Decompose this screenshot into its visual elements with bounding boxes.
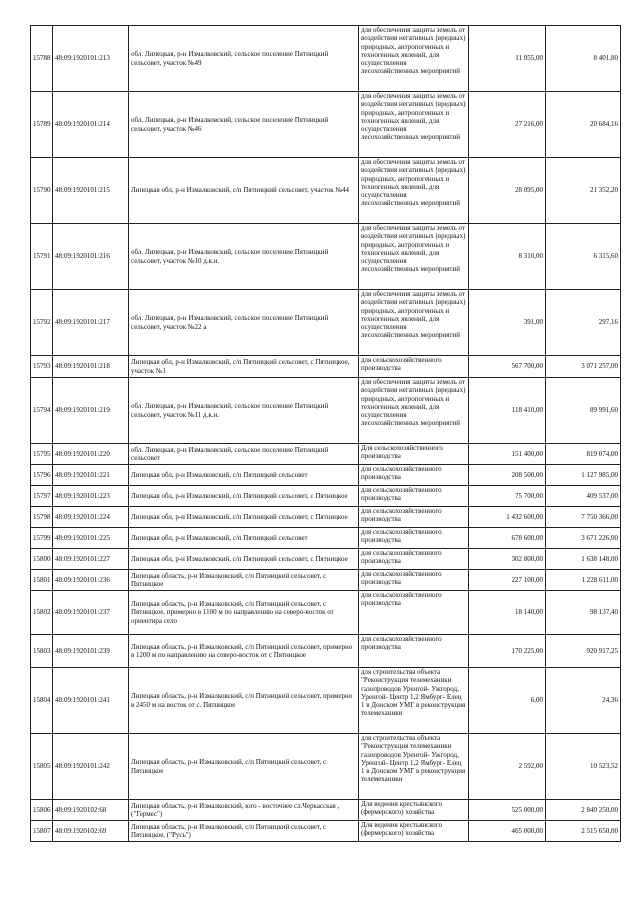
area-value: 678 600,00 — [469, 528, 546, 549]
cadastral-number: 48:09:1920101:236 — [53, 570, 129, 591]
permitted-use: для сельскохозяйственного производства — [359, 591, 469, 635]
cadastral-number: 48:09:1920101:214 — [53, 92, 129, 158]
cadastral-number: 48:09:1920101:218 — [53, 356, 129, 378]
cadastral-number: 48:09:1920101:219 — [53, 378, 129, 444]
address: Липецкая область, р-н Измалковский, с/п Пятницкий сельсовет, с Пятницкое, ("Русь") — [129, 821, 359, 842]
row-number: 15798 — [31, 507, 53, 528]
area-value: 227 100,00 — [469, 570, 546, 591]
row-number: 15792 — [31, 290, 53, 356]
table-row — [31, 591, 621, 635]
cadastral-number: 48:09:1920101:241 — [53, 668, 129, 734]
permitted-use: Для ведения крестьянского (фермерского) хозяйства — [359, 821, 469, 842]
area-value: 465 000,00 — [469, 821, 546, 842]
cadastral-value: 89 991,60 — [546, 378, 621, 444]
address: обл. Липецкая, р-н Измалковский, сельское поселение Пятницкий сельсовет, участок №11 д.к.н. — [129, 378, 359, 444]
row-number: 15794 — [31, 378, 53, 444]
row-number: 15800 — [31, 549, 53, 570]
cadastral-number: 48:09:1920101:239 — [53, 635, 129, 668]
permitted-use: для обеспечения защиты земель от воздействия негативных (вредных) природных, антропогенных и техногенных явлений, для осуществления лесохозяйственных мероприятий — [359, 92, 469, 158]
cadastral-value: 7 750 366,00 — [546, 507, 621, 528]
area-value: 1 432 600,00 — [469, 507, 546, 528]
address: Липецкая область, р-н Измалковский, юго - восточнее сл.Черкасская , ("Гермес") — [129, 800, 359, 821]
area-value: 28 095,00 — [469, 158, 546, 224]
address: Липецкая область, р-н Измалковский, с/п Пятницкий сельсовет, примерно в 2450 м на восток от с. Пятницкое — [129, 668, 359, 734]
permitted-use: для сельскохозяйственного производства — [359, 507, 469, 528]
area-value: 8 310,00 — [469, 224, 546, 290]
table-row — [31, 356, 621, 378]
row-number: 15790 — [31, 158, 53, 224]
table-row — [31, 668, 621, 734]
address: обл. Липецкая, р-н Измалковский, сельское поселение Пятницкий сельсовет, участок №49 — [129, 26, 359, 92]
document-page — [30, 25, 620, 842]
cadastral-value: 920 917,25 — [546, 635, 621, 668]
address: Липецкая обл, р-н Измалковский, с/п Пятницкий сельсовет, с Пятницкое — [129, 486, 359, 507]
cadastral-number: 48:09:1920101:220 — [53, 444, 129, 465]
cadastral-number: 48:09:1920101:225 — [53, 528, 129, 549]
area-value: 391,00 — [469, 290, 546, 356]
address: обл. Липецкая, р-н Измалковский, сельское поселение Пятницкий сельсовет, участок №10 д.к.н. — [129, 224, 359, 290]
cadastral-value: 21 352,20 — [546, 158, 621, 224]
cadastral-number: 48:09:1920101:227 — [53, 549, 129, 570]
table-row — [31, 224, 621, 290]
cadastral-number: 48:09:1920101:213 — [53, 26, 129, 92]
cadastral-value: 2 840 250,00 — [546, 800, 621, 821]
cadastral-number: 48:09:1920102:68 — [53, 800, 129, 821]
cadastral-value: 8 401,80 — [546, 26, 621, 92]
permitted-use: для обеспечения защиты земель от воздействия негативных (вредных) природных, антропогенных и техногенных явлений, для осуществления лесохозяйственных мероприятий — [359, 26, 469, 92]
permitted-use: для сельскохозяйственного производства — [359, 570, 469, 591]
permitted-use: для обеспечения защиты земель от воздействия негативных (вредных) природных, антропогенных и техногенных явлений, для осуществления лесохозяйственных мероприятий — [359, 290, 469, 356]
cadastral-number: 48:09:1920101:216 — [53, 224, 129, 290]
cadastral-value: 6 315,60 — [546, 224, 621, 290]
permitted-use: для сельскохозяйственного производства — [359, 356, 469, 378]
cadastral-value: 24,36 — [546, 668, 621, 734]
address: Липецкая область, р-н Измалковский, с/п Пятницкий сельсовет, примерно в 1200 м по направлению на северо-восток от с Пятницкое — [129, 635, 359, 668]
cadastral-value: 2 515 650,00 — [546, 821, 621, 842]
row-number: 15804 — [31, 668, 53, 734]
permitted-use: для строительства объекта "Реконструкция телемеханики газопроводов Уренгой- Ужгород, Уренгой- Центр 1,2 Ямбург- Елец 1 в Донском УМГ в реконструкция телемеханики — [359, 668, 469, 734]
cadastral-value: 409 537,00 — [546, 486, 621, 507]
table-row — [31, 507, 621, 528]
permitted-use: для сельскохозяйственного производства — [359, 486, 469, 507]
cadastral-value: 20 684,16 — [546, 92, 621, 158]
area-value: 525 000,00 — [469, 800, 546, 821]
cadastral-number: 48:09:1920102:69 — [53, 821, 129, 842]
row-number: 15802 — [31, 591, 53, 635]
row-number: 15799 — [31, 528, 53, 549]
cadastral-number: 48:09:1920101:237 — [53, 591, 129, 635]
permitted-use: для сельскохозяйственного производства — [359, 635, 469, 668]
area-value: 27 216,00 — [469, 92, 546, 158]
table-row — [31, 486, 621, 507]
table-row — [31, 800, 621, 821]
area-value: 567 700,00 — [469, 356, 546, 378]
area-value: 75 700,00 — [469, 486, 546, 507]
area-value: 11 055,00 — [469, 26, 546, 92]
address: Липецкая область, р-н Измалковский, с/п Пятницкий сельсовет, с Пятницкое, примерно в 1100 м по направлению на северо-восток от ориентира село — [129, 591, 359, 635]
permitted-use: для сельскохозяйственного производства — [359, 465, 469, 486]
permitted-use: для обеспечения защиты земель от воздействия негативных (вредных) природных, антропогенных и техногенных явлений, для осуществления лесохозяйственных мероприятий — [359, 224, 469, 290]
cadastral-number: 48:09:1920101:223 — [53, 486, 129, 507]
address: Липецкая обл, р-н Измалковский, с/п Пятницкий сельсовет, с Пятницкое, участок №1 — [129, 356, 359, 378]
row-number: 15801 — [31, 570, 53, 591]
table-row — [31, 26, 621, 92]
area-value: 18 140,00 — [469, 591, 546, 635]
row-number: 15803 — [31, 635, 53, 668]
area-value: 118 410,00 — [469, 378, 546, 444]
table-row — [31, 734, 621, 800]
area-value: 6,00 — [469, 668, 546, 734]
address: Липецкая область, р-н Измалковский, с/п Пятницкий сельсовет, с Пятницкое — [129, 570, 359, 591]
area-value: 170 225,00 — [469, 635, 546, 668]
table-row — [31, 821, 621, 842]
row-number: 15791 — [31, 224, 53, 290]
permitted-use: Для сельскохозяйственного производства — [359, 444, 469, 465]
address: Липецкая обл, р-н Измалковский, с/п Пятницкий сельсовет, с Пятницкое — [129, 507, 359, 528]
cadastral-value: 3 071 257,00 — [546, 356, 621, 378]
row-number: 15807 — [31, 821, 53, 842]
permitted-use: для строительства объекта "Реконструкция телемеханики газопроводов Уренгой- Ужгород, Уренгой- Центр 1,2 Ямбург- Елец 1 в Донском УМГ в реконструкция телемеханики — [359, 734, 469, 800]
address: Липецкая обл, р-н Измалковский, с/п Пятницкий сельсовет — [129, 528, 359, 549]
cadastral-value: 10 523,52 — [546, 734, 621, 800]
table-row — [31, 290, 621, 356]
cadastral-number: 48:09:1920101:221 — [53, 465, 129, 486]
address: Липецкая обл, р-н Измалковский, с/п Пятницкий сельсовет, участок №44 — [129, 158, 359, 224]
address: обл. Липецкая, р-н Измалковский, сельское поселение Пятницкий сельсовет, участок №46 — [129, 92, 359, 158]
permitted-use: для обеспечения защиты земель от воздействия негативных (вредных) природных, антропогенных и техногенных явлений, для осуществления лесохозяйственных мероприятий — [359, 158, 469, 224]
table-row — [31, 635, 621, 668]
table-body — [31, 26, 621, 842]
cadastral-number: 48:09:1920101:215 — [53, 158, 129, 224]
cadastral-value: 1 127 985,00 — [546, 465, 621, 486]
address: Липецкая обл, р-н Измалковский, с/п Пятницкий сельсовет — [129, 465, 359, 486]
permitted-use: для обеспечения защиты земель от воздействия негативных (вредных) природных, антропогенных и техногенных явлений, для осуществления лесохозяйственных мероприятий — [359, 378, 469, 444]
cadastral-number: 48:09:1920101:217 — [53, 290, 129, 356]
row-number: 15788 — [31, 26, 53, 92]
row-number: 15796 — [31, 465, 53, 486]
row-number: 15789 — [31, 92, 53, 158]
cadastral-value: 297,16 — [546, 290, 621, 356]
row-number: 15806 — [31, 800, 53, 821]
address: обл. Липецкая, р-н Измалковский, сельское поселение Пятницкий сельсовет — [129, 444, 359, 465]
address: Липецкая обл, р-н Измалковский, с/п Пятницкий сельсовет, с Пятницкое — [129, 549, 359, 570]
row-number: 15805 — [31, 734, 53, 800]
area-value: 302 800,00 — [469, 549, 546, 570]
land-plots-table — [30, 25, 621, 842]
row-number: 15797 — [31, 486, 53, 507]
table-row — [31, 549, 621, 570]
table-row — [31, 570, 621, 591]
area-value: 151 400,00 — [469, 444, 546, 465]
address: Липецкая область, р-н Измалковский, с/п Пятницкий сельсовет, с Пятницкое — [129, 734, 359, 800]
table-row — [31, 528, 621, 549]
cadastral-value: 98 137,40 — [546, 591, 621, 635]
permitted-use: для сельскохозяйственного производства — [359, 549, 469, 570]
table-row — [31, 92, 621, 158]
cadastral-number: 48:09:1920101:242 — [53, 734, 129, 800]
cadastral-number: 48:09:1920101:224 — [53, 507, 129, 528]
row-number: 15795 — [31, 444, 53, 465]
permitted-use: Для ведения крестьянского (фермерского) хозяйства — [359, 800, 469, 821]
cadastral-value: 1 638 148,00 — [546, 549, 621, 570]
address: обл. Липецкая, р-н Измалковский, сельское поселение Пятницкий сельсовет, участок №22 а — [129, 290, 359, 356]
table-row — [31, 378, 621, 444]
table-row — [31, 444, 621, 465]
row-number: 15793 — [31, 356, 53, 378]
permitted-use: для сельскохозяйственного производства — [359, 528, 469, 549]
table-row — [31, 158, 621, 224]
table-row — [31, 465, 621, 486]
area-value: 2 592,00 — [469, 734, 546, 800]
cadastral-value: 1 228 611,00 — [546, 570, 621, 591]
cadastral-value: 819 074,00 — [546, 444, 621, 465]
area-value: 208 500,00 — [469, 465, 546, 486]
cadastral-value: 3 671 226,00 — [546, 528, 621, 549]
